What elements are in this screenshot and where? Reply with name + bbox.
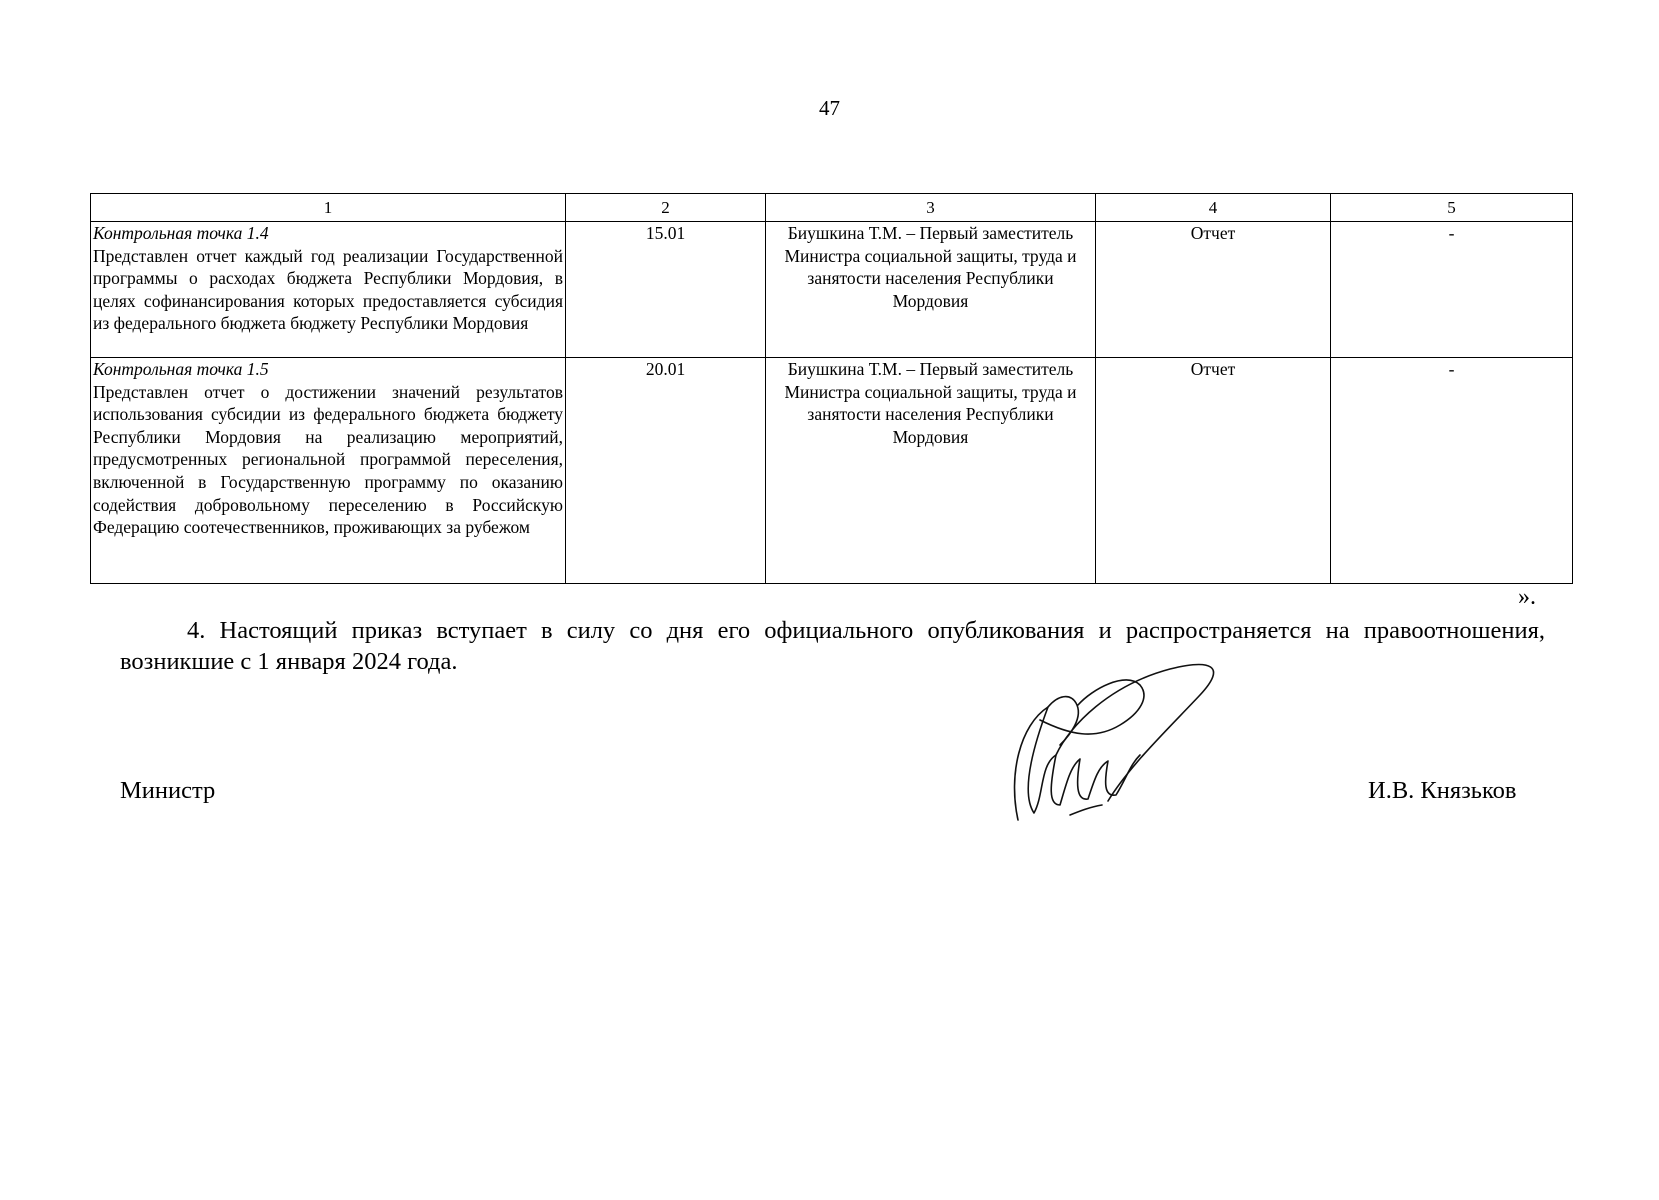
document-type-cell: Отчет (1096, 358, 1331, 584)
control-point-description: Представлен отчет о достижении значений результатов использования субсидии из федерального бюджета бюджету Республики Мордовия на реализацию мероприятий, предусмотренных региональной программой переселения, включенной в Государственную программу по оказанию содействия добровольному переселению в Российскую Федерацию соотечественников, проживающих за рубежом (93, 381, 563, 538)
control-point-title: Контрольная точка 1.5 (93, 359, 269, 379)
signer-role: Министр (120, 777, 216, 804)
control-point-cell (91, 222, 566, 358)
table-row (91, 358, 1573, 584)
control-point-title: Контрольная точка 1.4 (93, 223, 269, 243)
responsible-cell: Биушкина Т.М. – Первый заместитель Министра социальной защиты, труда и занятости населения Республики Мордовия (766, 358, 1096, 584)
table-header-row (91, 194, 1573, 222)
column-header: 1 (91, 194, 566, 222)
page-number: 47 (819, 96, 840, 120)
responsible-cell: Биушкина Т.М. – Первый заместитель Министра социальной защиты, труда и занятости населения Республики Мордовия (766, 222, 1096, 358)
deadline-cell: 20.01 (566, 358, 766, 584)
column-header: 2 (566, 194, 766, 222)
column-5-cell: - (1331, 222, 1573, 358)
closing-quote: ». (1518, 584, 1536, 610)
control-point-description: Представлен отчет каждый год реализации Государственной программы о расходах бюджета Республики Мордовия, в целях софинансирования которых предоставляется субсидия из федерального бюджета бюджету Республики Мордовия (93, 245, 563, 334)
column-header: 5 (1331, 194, 1573, 222)
signer-name: И.В. Князьков (1368, 777, 1517, 804)
column-header: 4 (1096, 194, 1331, 222)
control-points-table (90, 193, 1573, 584)
handwritten-signature (1000, 655, 1240, 830)
column-header: 3 (766, 194, 1096, 222)
document-type-cell: Отчет (1096, 222, 1331, 358)
table-row (91, 222, 1573, 358)
control-point-cell (91, 358, 566, 584)
clause-4-paragraph: 4. Настоящий приказ вступает в силу со дня его официального опубликования и распространяется на правоотношения, возникшие с 1 января 2024 года. (120, 617, 1545, 675)
deadline-cell: 15.01 (566, 222, 766, 358)
column-5-cell: - (1331, 358, 1573, 584)
